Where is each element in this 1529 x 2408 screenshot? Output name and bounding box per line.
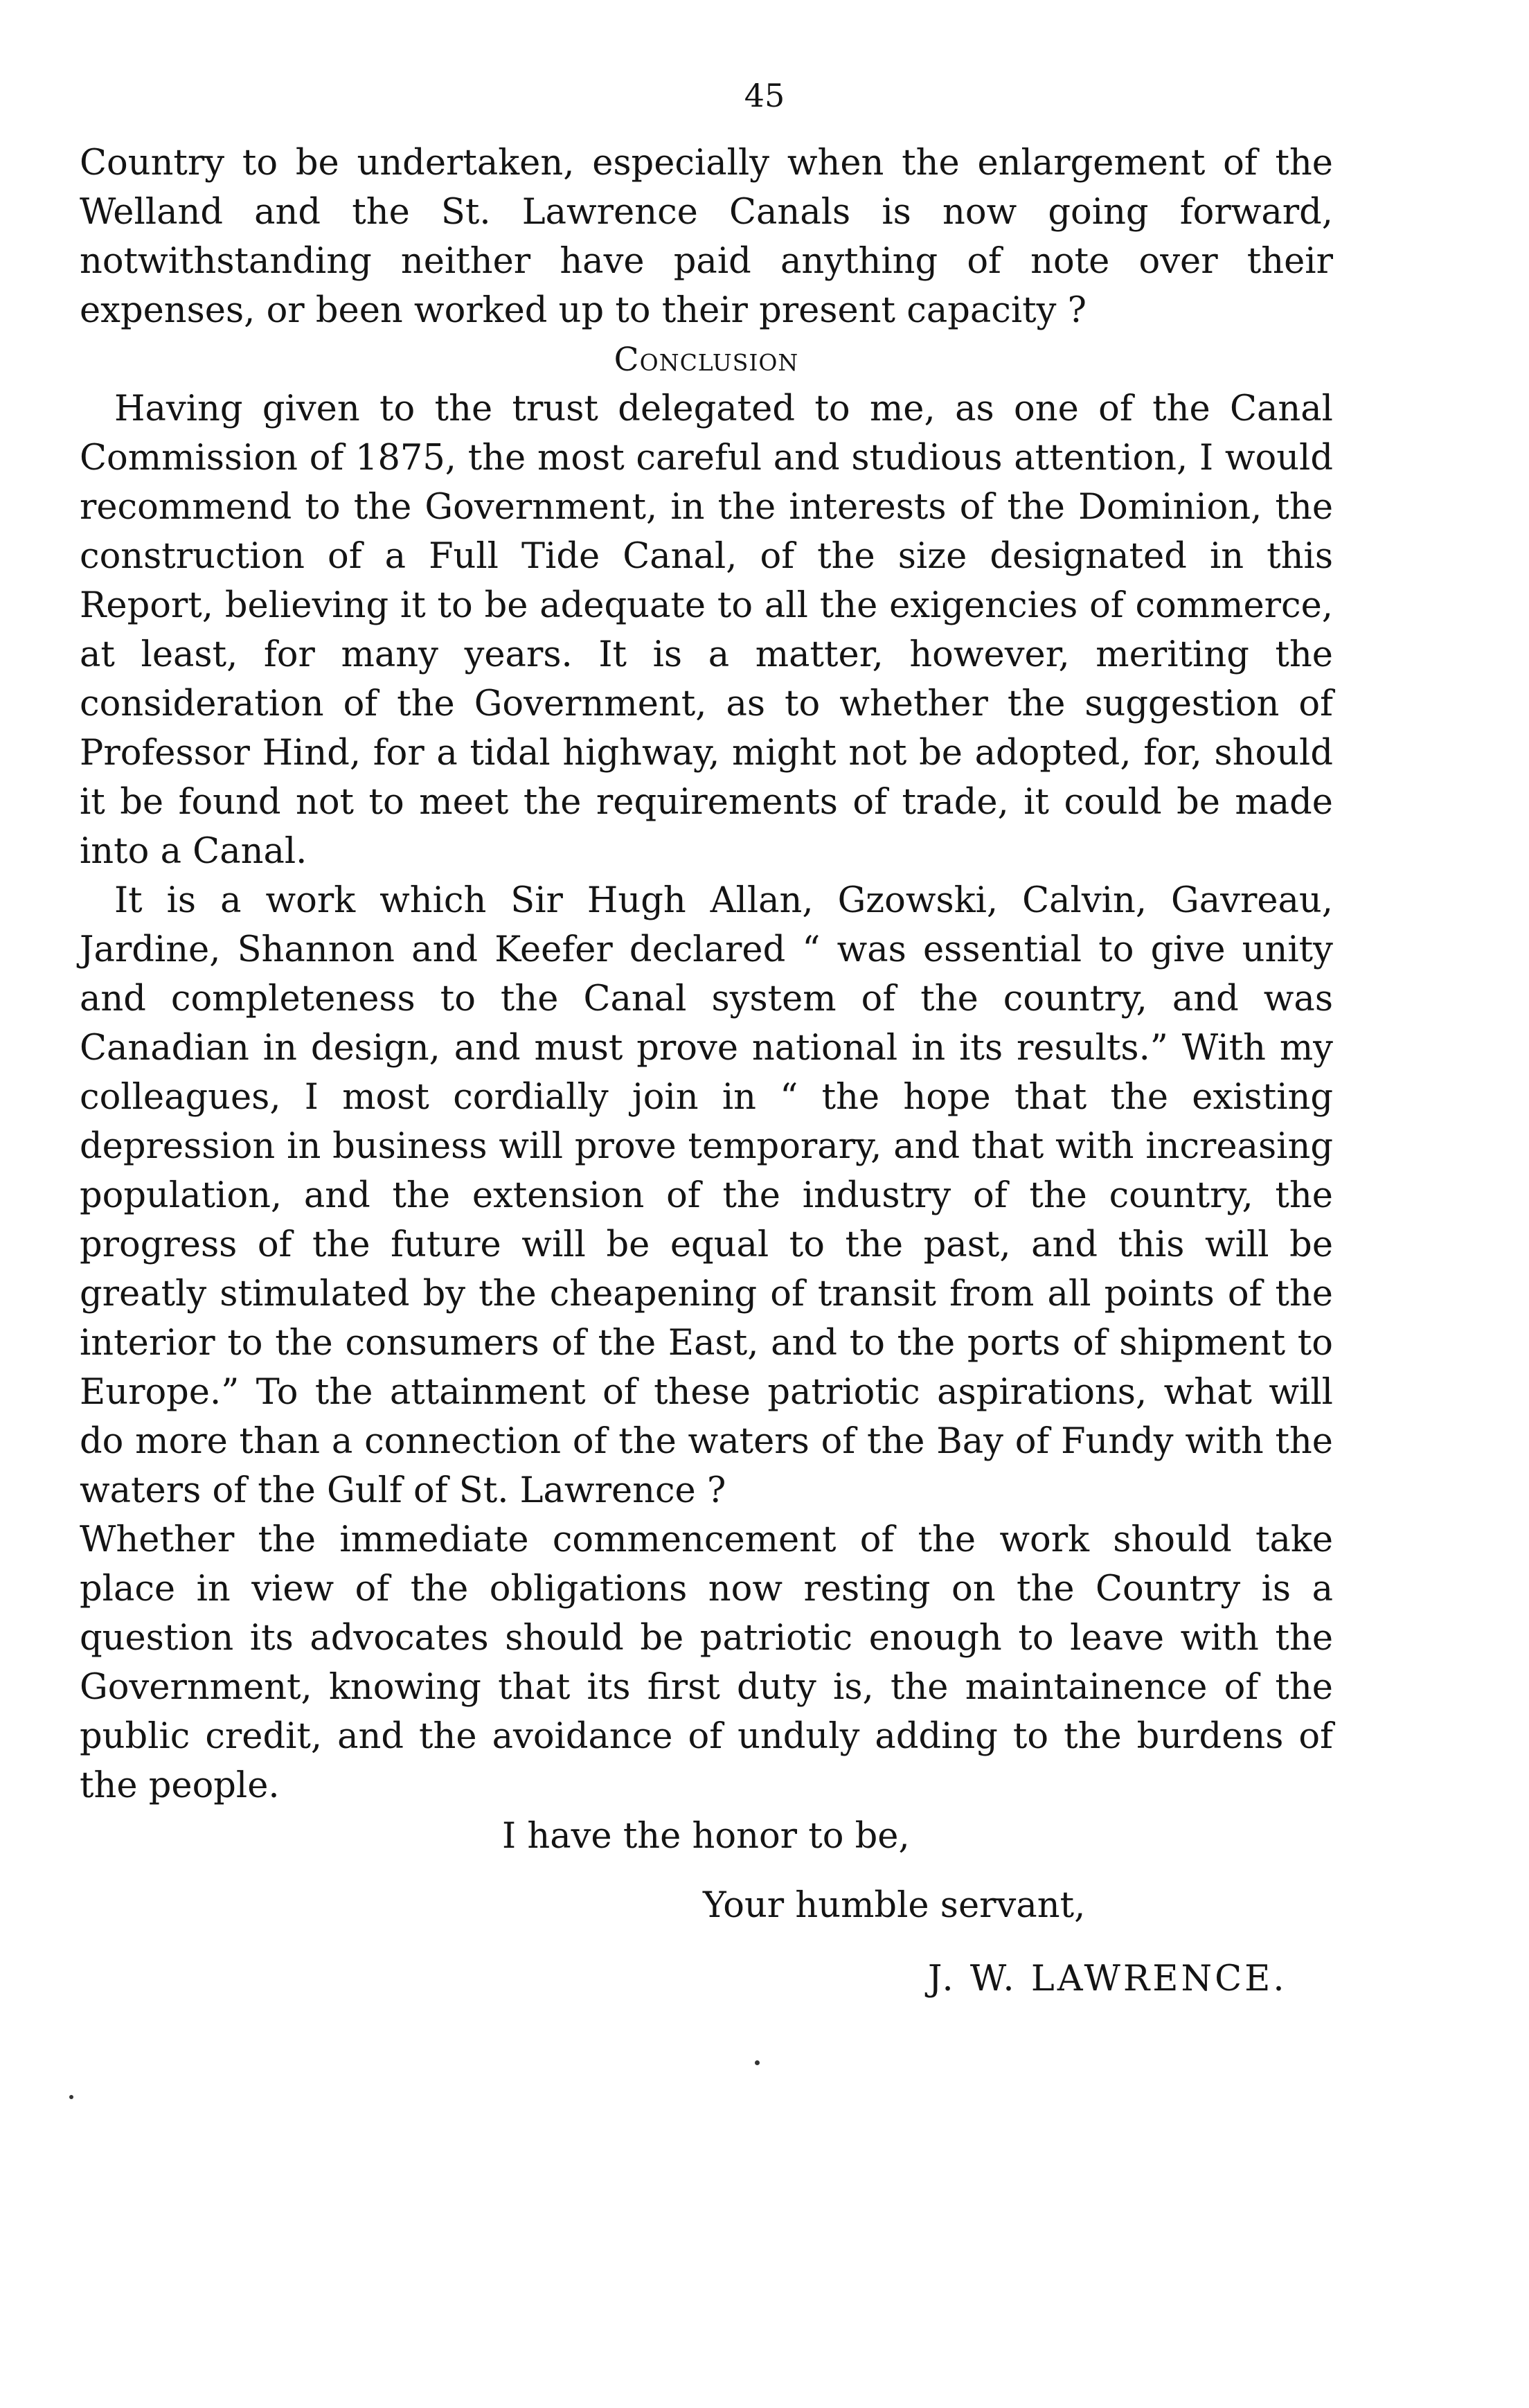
scan-speck <box>69 2095 73 2099</box>
paragraph-declaration: It is a work which Sir Hugh Allan, Gzowski, Calvin, Gavreau, Jardine, Shannon and Keefer declared “ was essential to give unity and completeness to the Canal system of the country, and was Canadian in design, and must prove national in its results.” With my colleagues, I most cordially join in “ the hope that the existing depression in business will prove temporary, and that with increasing population, and the extension of the industry of the country, the progress of the future will be equal to the past, and this will be greatly stimulated by the cheapening of transit from all points of the interior to the consumers of the East, and to the ports of shipment to Europe.” To the attainment of these patriotic aspirations, what will do more than a connection of the waters of the Bay of Fundy with the waters of the Gulf of St. Lawrence ? <box>80 880 1333 1511</box>
body-text <box>80 139 1333 1810</box>
signature: J. W. LAWRENCE. <box>928 1959 1287 1999</box>
continuation-paragraph: Country to be undertaken, especially when the enlargement of the Welland and the St. Lawrence Canals is now going forward, notwithstanding neither have paid anything of note over their expenses, or been worked up to their present capacity ? <box>80 143 1333 331</box>
closing-line: I have the honor to be, <box>502 1816 910 1857</box>
page-number: 45 <box>744 77 785 114</box>
paragraph-recommendation: Having given to the trust delegated to me, as one of the Canal Commission of 1875, the most careful and studious attention, I would recommend to the Government, in the interests of the Dominion, the construction of a Full Tide Canal, of the size designated in this Report, believing it to be adequate to all the exigencies of commerce, at least, for many years. It is a matter, however, meriting the consideration of the Government, as to whether the suggestion of Professor Hind, for a tidal highway, might not be adopted, for, should it be found not to meet the requirements of trade, it could be made into a Canal. <box>80 389 1333 872</box>
paragraph-commencement: Whether the immediate commencement of the work should take place in view of the obligations now resting on the Country is a question its advocates should be patriotic enough to leave with the Government, knowing that its first duty is, the maintainence of the public credit, and the avoidance of unduly adding to the burdens of the people. <box>80 1519 1333 1806</box>
section-heading: Conclusion <box>614 341 799 379</box>
signoff-line: Your humble servant, <box>703 1885 1086 1926</box>
scan-speck <box>755 2060 760 2065</box>
